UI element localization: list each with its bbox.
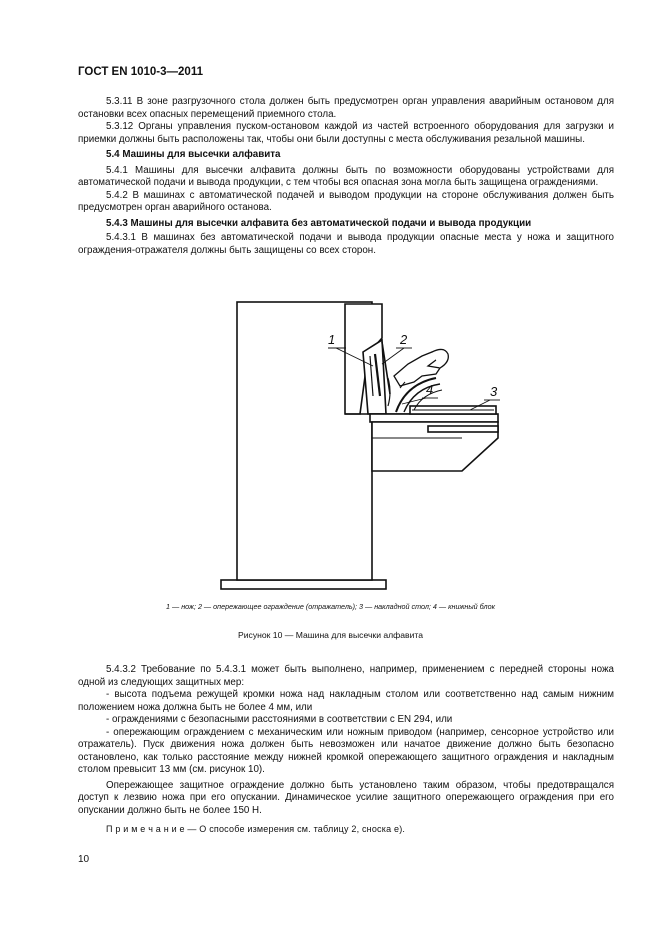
figure-label-1: 1: [328, 332, 336, 347]
figure-label-2: 2: [400, 332, 408, 347]
figure-title: Рисунок 10 — Машина для высечки алфавита: [237, 630, 424, 640]
clause-5-4-3-1: 5.4.3.1 В машинах без автоматической подачи и вывода продукции опасные места у ножа и защитного ограждения-отражателя должны быть защищены со всех сторон.: [78, 232, 614, 256]
clause-5-4-1: 5.4.1 Машины для высечки алфавита должны быть по возможности оборудованы устройствами для автоматической подачи и вывода продукции, с тем чтобы вся опасная зона могла быть защищена ограждениями.: [78, 164, 614, 188]
clause-5-4-3-2: 5.4.3.2 Требование по 5.4.3.1 может быть выполнено, например, применением с передней стороны ножа одной из следующих защитных мер:: [78, 664, 614, 688]
note-text: — О способе измерения см. таблицу 2, сноска е).: [184, 824, 406, 834]
note-label: П р и м е ч а н и е: [106, 824, 185, 834]
heading-5-4-3: 5.4.3 Машины для высечки алфавита без автоматической подачи и вывода продукции: [106, 217, 532, 229]
note: [78, 823, 614, 836]
measure-item-1: - высота подъема режущей кромки ножа над накладным столом или соответственно над самым нижним положением ножа должна быть не более 4 мм, или: [78, 689, 614, 713]
figure-legend: 1 — нож; 2 — опережающее ограждение (отражатель); 3 — накладной стол; 4 — книжный блок: [166, 602, 495, 611]
clause-5-3-12: 5.3.12 Органы управления пуском-остановом каждой из частей встроенного оборудования для загрузки и приемки должны быть расположены так, чтобы они были доступны с места обслуживания резальной машины.: [78, 121, 614, 145]
measure-item-2: - ограждениями с безопасными расстояниями в соответствии с EN 294, или: [106, 714, 453, 725]
figure-10-drawing: [200, 296, 520, 596]
hand-illustration: [394, 352, 440, 386]
heading-5-4: 5.4 Машины для высечки алфавита: [106, 149, 281, 160]
machine-base: [221, 580, 386, 589]
bottom-text-block: [78, 664, 614, 836]
clause-5-3-11: 5.3.11 В зоне разгрузочного стола должен быть предусмотрен орган управления аварийным остановом для остановки всех опасных перемещений приемного стола.: [78, 96, 614, 120]
guard-paragraph: Опережающее защитное ограждение должно быть установлено таким образом, чтобы предотвращался доступ к лезвию ножа при его опускании. Динамическое усилие защитного опережающего ограждения при его опускании должно быть не более 150 Н.: [78, 779, 614, 816]
document-header: ГОСТ EN 1010-3—2011: [78, 66, 203, 78]
clause-5-4-2: 5.4.2 В машинах с автоматической подачей и выводом продукции на стороне обслуживания должен быть предусмотрен орган аварийного останова.: [78, 189, 614, 213]
page-number: 10: [78, 854, 90, 865]
figure-label-4: 4: [426, 382, 434, 397]
top-text-block: [78, 96, 614, 257]
measure-item-3: - опережающим ограждением с механическим или ножным приводом (например, сенсорное устройство или отражатель). Пуск движения ножа должен быть невозможен или начатое движение должно быть безопасно остановлено, как только расстояние между нижней кромкой опережающего защитного ограждения и накладным столом превысит 13 мм (см. рисунок 10).: [78, 726, 614, 775]
table-slab: [370, 414, 498, 422]
figure-label-3: 3: [490, 384, 498, 399]
